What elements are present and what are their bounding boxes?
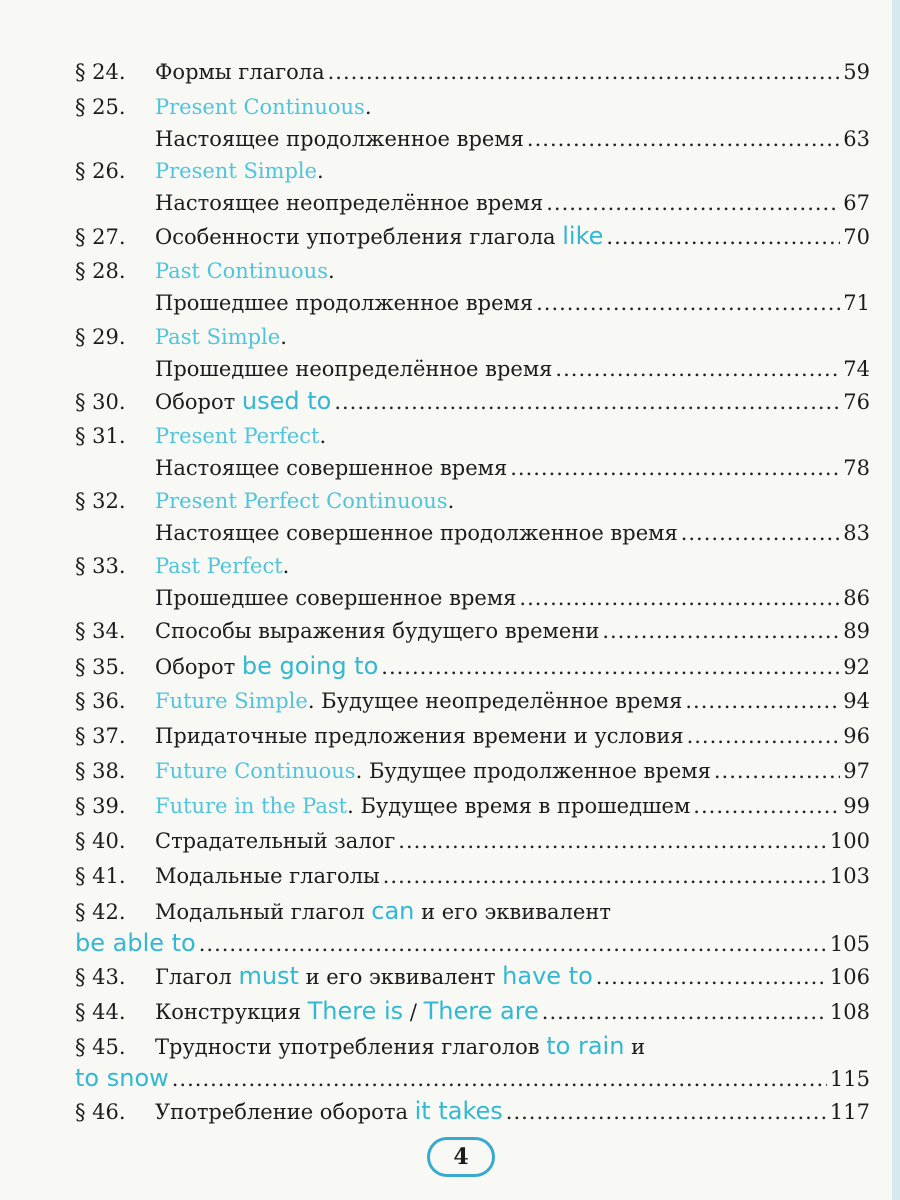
title-text: Формы глагола <box>155 60 325 84</box>
section-number: § 30. <box>75 390 126 414</box>
section-number: § 27. <box>75 225 126 249</box>
english-term: it takes <box>414 1097 503 1125</box>
english-term: Past Perfect <box>155 554 283 578</box>
toc-line <box>75 995 870 1027</box>
page-ref: 70 <box>843 225 870 249</box>
entry-title <box>75 927 196 960</box>
entry-title <box>155 485 454 517</box>
title-text: / <box>403 1000 424 1024</box>
entry-title <box>155 220 603 253</box>
toc-line <box>75 452 870 484</box>
dot-leader <box>199 928 827 960</box>
section-number: § 24. <box>75 60 126 84</box>
page-ref: 89 <box>843 619 870 643</box>
dot-leader <box>546 187 840 219</box>
title-text: Придаточные предложения времени и условия <box>155 724 684 748</box>
dot-leader <box>542 996 827 1028</box>
english-term: Present Simple <box>155 159 318 183</box>
entry-title <box>155 187 543 219</box>
english-term: be able to <box>75 929 196 957</box>
section-number: § 42. <box>75 900 126 924</box>
entry-title <box>155 1095 503 1128</box>
toc-entry[interactable] <box>75 995 870 1027</box>
toc-line <box>75 155 870 187</box>
toc-line <box>75 123 870 155</box>
title-text: Настоящее совершенное продолженное время <box>155 521 678 545</box>
page-ref: 74 <box>843 357 870 381</box>
entry-title <box>155 895 611 928</box>
title-text: и его эквивалент <box>298 965 503 989</box>
entry-title <box>155 255 335 287</box>
entry-title <box>155 91 372 123</box>
section-number: § 33. <box>75 554 126 578</box>
english-term: can <box>371 897 415 925</box>
entry-title <box>155 960 593 993</box>
english-term: Present Perfect <box>155 424 320 448</box>
dot-leader <box>687 720 841 752</box>
toc-line <box>75 650 870 682</box>
toc-line <box>75 550 870 582</box>
toc-line <box>75 56 870 88</box>
dot-leader <box>519 582 840 614</box>
dot-leader <box>685 685 840 717</box>
title-text: Употребление оборота <box>155 1100 415 1124</box>
toc-line <box>75 825 870 857</box>
entry-title <box>155 1030 645 1063</box>
page-ref: 83 <box>843 521 870 545</box>
toc-entry[interactable] <box>75 650 870 682</box>
page-ref: 105 <box>829 932 870 956</box>
dot-leader <box>606 221 840 253</box>
page-ref: 108 <box>829 1000 870 1024</box>
page-ref: 63 <box>843 127 870 151</box>
toc-line <box>75 485 870 517</box>
title-text: Страдательный залог <box>155 829 396 853</box>
toc-line <box>75 927 870 959</box>
page-ref: 86 <box>843 586 870 610</box>
title-text: Трудности употребления глаголов <box>155 1035 547 1059</box>
section-number: § 44. <box>75 1000 126 1024</box>
toc-entry[interactable] <box>75 1095 870 1127</box>
toc-entry[interactable] <box>75 860 870 892</box>
entry-title <box>155 550 289 582</box>
section-number: § 40. <box>75 829 126 853</box>
entry-title <box>155 452 507 484</box>
toc-line <box>75 187 870 219</box>
toc-line <box>75 255 870 287</box>
title-text: . <box>447 489 455 513</box>
section-number: § 43. <box>75 965 126 989</box>
title-text: . <box>280 325 287 349</box>
toc-entry[interactable] <box>75 420 870 484</box>
title-text: Прошедшее совершенное время <box>155 586 517 610</box>
dot-leader <box>383 860 827 892</box>
title-text: Модальные глаголы <box>155 864 380 888</box>
title-text: Настоящее продолженное время <box>155 127 524 151</box>
title-text: Модальный глагол <box>155 900 372 924</box>
entry-title <box>155 582 516 614</box>
section-number: § 28. <box>75 259 126 283</box>
toc-entry[interactable] <box>75 255 870 319</box>
title-text: и его эквивалент <box>414 900 611 924</box>
toc-line <box>75 860 870 892</box>
toc-entry[interactable] <box>75 485 870 549</box>
title-text: Настоящее неопределённое время <box>155 191 544 215</box>
page-ref: 94 <box>843 689 870 713</box>
page-ref: 96 <box>843 724 870 748</box>
entry-title <box>155 56 325 88</box>
title-text: . Будущее время в прошедшем <box>347 794 691 818</box>
toc-entry[interactable] <box>75 56 870 88</box>
page-ref: 106 <box>829 965 870 989</box>
entry-title <box>155 685 682 717</box>
title-text: . <box>319 424 327 448</box>
english-term: Future Simple <box>155 689 308 713</box>
dot-leader <box>381 651 840 683</box>
title-text: . Будущее неопределённое время <box>307 689 683 713</box>
page-ref: 92 <box>843 655 870 679</box>
english-term: There are <box>423 997 539 1025</box>
section-number: § 26. <box>75 159 126 183</box>
toc-entry[interactable] <box>75 91 870 155</box>
dot-leader <box>527 123 840 155</box>
title-text: Конструкция <box>155 1000 308 1024</box>
english-term: like <box>562 222 604 250</box>
entry-title <box>155 755 711 787</box>
english-term: be going to <box>241 652 379 680</box>
entry-title <box>155 517 678 549</box>
toc-line <box>75 615 870 647</box>
entry-title <box>155 420 326 452</box>
dot-leader <box>398 825 827 857</box>
page-ref: 67 <box>843 191 870 215</box>
english-term: must <box>238 962 299 990</box>
toc-line <box>75 790 870 822</box>
title-text: Способы выражения будущего времени <box>155 619 600 643</box>
toc-line <box>75 895 870 927</box>
toc-entry[interactable] <box>75 550 870 614</box>
toc-line <box>75 385 870 417</box>
page-edge <box>892 0 900 1200</box>
dot-leader <box>555 353 840 385</box>
page-ref: 97 <box>843 759 870 783</box>
entry-title <box>155 825 395 857</box>
english-term: used to <box>241 387 332 415</box>
dot-leader <box>602 615 840 647</box>
toc-line <box>75 91 870 123</box>
english-term: Future in the Past <box>155 794 348 818</box>
toc-entry[interactable] <box>75 895 870 959</box>
toc-line <box>75 321 870 353</box>
dot-leader <box>681 517 841 549</box>
english-term: There is <box>307 997 404 1025</box>
english-term: to rain <box>546 1032 625 1060</box>
page-ref: 76 <box>843 390 870 414</box>
page-ref: 71 <box>843 291 870 315</box>
toc-entry[interactable] <box>75 755 870 787</box>
page-ref: 59 <box>843 60 870 84</box>
toc-line <box>75 420 870 452</box>
dot-leader <box>510 452 840 484</box>
title-text: Прошедшее неопределённое время <box>155 357 553 381</box>
toc-entry[interactable] <box>75 960 870 992</box>
toc-entry[interactable] <box>75 155 870 219</box>
title-text: Оборот <box>155 390 242 414</box>
english-term: have to <box>502 962 593 990</box>
section-number: § 36. <box>75 689 126 713</box>
dot-leader <box>714 755 840 787</box>
page-number: 4 <box>427 1137 495 1177</box>
section-number: § 35. <box>75 655 126 679</box>
toc-entry[interactable] <box>75 685 870 717</box>
entry-title <box>155 615 599 647</box>
dot-leader <box>328 56 841 88</box>
section-number: § 45. <box>75 1035 126 1059</box>
section-number: § 41. <box>75 864 126 888</box>
page-ref: 117 <box>829 1100 870 1124</box>
title-text: Настоящее совершенное время <box>155 456 508 480</box>
toc-line <box>75 960 870 992</box>
toc-line <box>75 353 870 385</box>
section-number: § 29. <box>75 325 126 349</box>
title-text: Прошедшее продолженное время <box>155 291 534 315</box>
section-number: § 46. <box>75 1100 126 1124</box>
page-ref: 100 <box>829 829 870 853</box>
toc-line <box>75 287 870 319</box>
toc-entry[interactable] <box>75 385 870 417</box>
section-number: § 32. <box>75 489 126 513</box>
dot-leader <box>172 1063 827 1095</box>
entry-title <box>155 287 533 319</box>
entry-title <box>155 353 552 385</box>
section-number: § 39. <box>75 794 126 818</box>
title-text: . <box>282 554 290 578</box>
toc-entry[interactable] <box>75 220 870 252</box>
toc-line <box>75 582 870 614</box>
section-number: § 37. <box>75 724 126 748</box>
dot-leader <box>506 1096 827 1128</box>
toc-line <box>75 685 870 717</box>
toc-line <box>75 517 870 549</box>
toc-entry[interactable] <box>75 1030 870 1094</box>
section-number: § 38. <box>75 759 126 783</box>
dot-leader <box>693 790 840 822</box>
title-text: и <box>624 1035 646 1059</box>
entry-title <box>155 321 287 353</box>
entry-title <box>155 385 331 418</box>
english-term: Future Continuous <box>155 759 356 783</box>
entry-title <box>155 860 380 892</box>
english-term: Past Simple <box>155 325 281 349</box>
entry-title <box>155 650 378 683</box>
toc-line <box>75 220 870 252</box>
page-ref: 115 <box>829 1067 870 1091</box>
toc-line <box>75 1095 870 1127</box>
title-text: Особенности употребления глагола <box>155 225 563 249</box>
entry-title <box>75 1062 169 1095</box>
entry-title <box>155 995 539 1028</box>
toc-line <box>75 1062 870 1094</box>
english-term: Present Continuous <box>155 95 365 119</box>
section-number: § 25. <box>75 95 126 119</box>
title-text: Оборот <box>155 655 242 679</box>
title-text: . <box>327 259 335 283</box>
page-ref: 78 <box>843 456 870 480</box>
entry-title <box>155 790 690 822</box>
page-ref: 99 <box>843 794 870 818</box>
page-ref: 103 <box>829 864 870 888</box>
toc-entry[interactable] <box>75 720 870 752</box>
entry-title <box>155 155 324 187</box>
section-number: § 34. <box>75 619 126 643</box>
entry-title <box>155 720 684 752</box>
toc-entry[interactable] <box>75 825 870 857</box>
section-number: § 31. <box>75 424 126 448</box>
english-term: to snow <box>75 1064 169 1092</box>
dot-leader <box>334 386 840 418</box>
dot-leader <box>596 961 827 993</box>
title-text: . <box>317 159 324 183</box>
toc-line <box>75 755 870 787</box>
toc-entry[interactable] <box>75 615 870 647</box>
dot-leader <box>536 287 840 319</box>
toc-line <box>75 720 870 752</box>
title-text: Глагол <box>155 965 239 989</box>
english-term: Present Perfect Continuous <box>155 489 448 513</box>
entry-title <box>155 123 524 155</box>
title-text: . <box>364 95 372 119</box>
toc-line <box>75 1030 870 1062</box>
toc-entry[interactable] <box>75 321 870 385</box>
title-text: . Будущее продолженное время <box>355 759 711 783</box>
english-term: Past Continuous <box>155 259 328 283</box>
toc-entry[interactable] <box>75 790 870 822</box>
